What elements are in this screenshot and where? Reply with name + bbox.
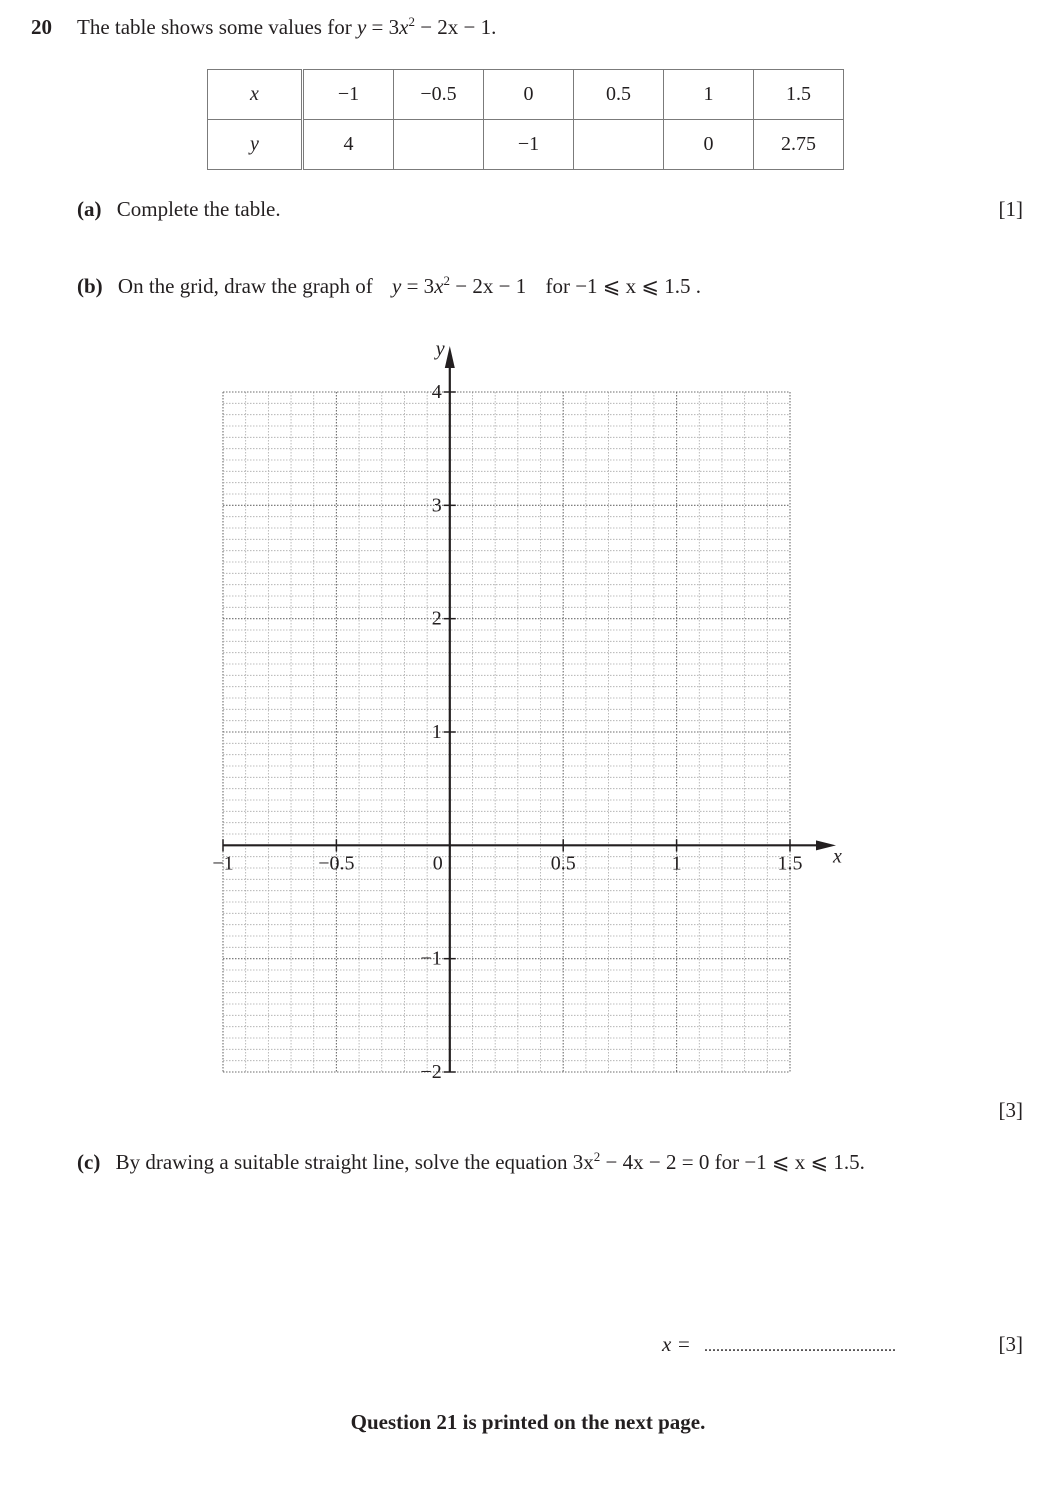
part-b-range: for −1 ⩽ x ⩽ 1.5 . [545, 274, 701, 298]
part-b-eq-sup: 2 [443, 273, 451, 288]
x-tick-label: 0 [432, 852, 443, 875]
part-c [77, 1150, 865, 1175]
answer-line[interactable] [662, 1332, 896, 1357]
part-a-marks: [1] [998, 197, 1023, 221]
part-b-marks: [3] [998, 1098, 1023, 1122]
y-tick-label: −2 [420, 1061, 442, 1083]
table-x-cell: 1.5 [754, 70, 844, 120]
y-tick-label: 3 [431, 494, 442, 517]
y-tick-label: 1 [431, 721, 442, 743]
part-c-range: for −1 ⩽ x ⩽ 1.5. [714, 1150, 865, 1174]
table-y-cell: 0 [664, 120, 754, 170]
part-c-letter: (c) [77, 1150, 101, 1174]
part-b-letter: (b) [77, 274, 103, 298]
y-axis-arrow [445, 346, 455, 368]
table-x-cell: 0 [484, 70, 574, 120]
intro-eq-x: x [399, 15, 409, 39]
x-axis-label: x [833, 845, 842, 868]
part-a-text: Complete the table. [116, 197, 281, 221]
table-x-cell: −0.5 [394, 70, 484, 120]
table-y-label: y [208, 120, 303, 170]
y-tick-label: 2 [431, 607, 442, 630]
part-b-eq-mid: = 3 [401, 274, 435, 298]
table-x-cell: −1 [303, 70, 394, 120]
part-c-eq-rest: − 4x − 2 = 0 [600, 1150, 710, 1174]
part-c-eq: 3x [572, 1150, 594, 1174]
table-x-label: x [208, 70, 303, 120]
intro-eq-sup: 2 [408, 14, 415, 29]
x-tick-label: −0.5 [318, 852, 355, 875]
y-tick-label: 4 [431, 381, 442, 403]
intro-text: The table shows some values for [77, 15, 352, 39]
question-number: 20 [31, 15, 52, 39]
part-b-eq-rest: − 2x − 1 [450, 274, 527, 298]
part-c-eq-sup: 2 [593, 1149, 601, 1164]
intro-eq-y: y [356, 15, 367, 39]
intro-eq-mid: = 3 [366, 15, 400, 39]
table-y-cell: 2.75 [754, 120, 844, 170]
x-tick-label: 1.5 [777, 852, 803, 875]
table-y-cell: 4 [303, 120, 394, 170]
table-x-cell: 1 [664, 70, 754, 120]
part-a-letter: (a) [77, 197, 102, 221]
y-tick-label: −1 [420, 947, 442, 970]
part-b-eq-y: y [392, 274, 402, 298]
footer-note: Question 21 is printed on the next page. [350, 1410, 706, 1434]
x-tick-label: −1 [212, 852, 234, 875]
part-b-eq-x: x [434, 274, 444, 298]
part-c-text: By drawing a suitable straight line, solve the equation [115, 1150, 568, 1174]
y-axis-label: y [435, 338, 445, 360]
table-y-cell: −1 [484, 120, 574, 170]
table-x-cell: 0.5 [574, 70, 664, 120]
part-b-text: On the grid, draw the graph of [117, 274, 373, 298]
part-c-marks: [3] [998, 1332, 1023, 1356]
answer-label: x = [662, 1332, 691, 1356]
answer-dots[interactable]: ................................................ [704, 1338, 896, 1355]
x-tick-label: 1 [671, 852, 682, 875]
x-tick-label: 0.5 [550, 852, 576, 875]
intro-eq-rest: − 2x − 1. [414, 15, 497, 39]
